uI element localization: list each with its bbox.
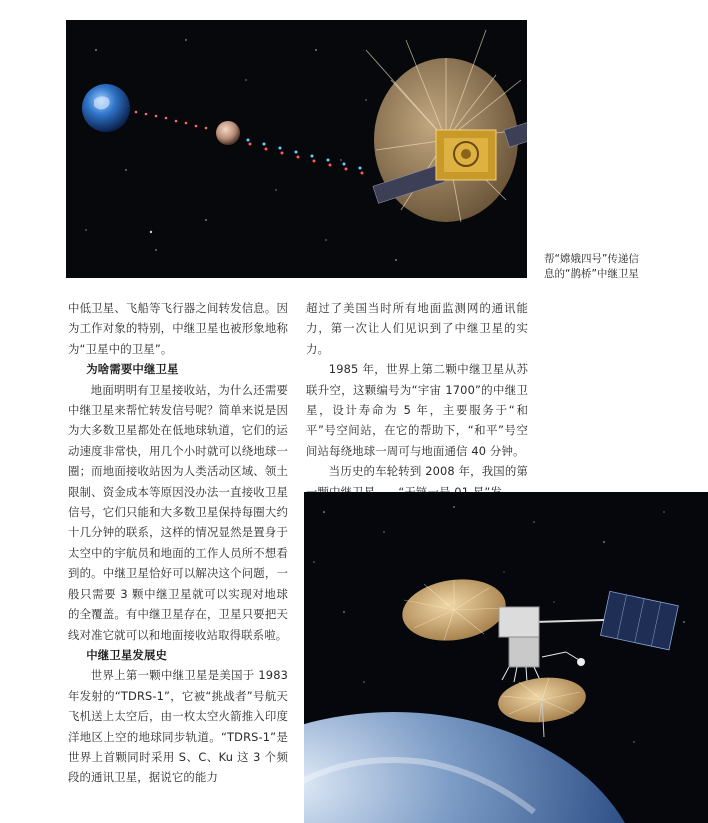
caption-line-2: 息的“鹊桥”中继卫星	[544, 268, 639, 280]
right-text-column	[306, 298, 528, 502]
section-heading-why-relay: 为啥需要中继卫星	[86, 362, 179, 377]
space-scene	[66, 20, 527, 278]
caption-line-1: 帮“嫦娥四号”传递信	[544, 253, 639, 265]
paragraph-intro: 中低卫星、飞船等飞行器之间转发信息。因为工作对象的特别，中继卫星也被形象地称为“卫星中的卫星”。	[68, 301, 288, 356]
moon	[216, 121, 240, 145]
figure-caption	[544, 252, 694, 282]
paragraph-why-relay: 地面明明有卫星接收站，为什么还需要中继卫星来帮忙转发信号呢？简单来说是因为大多数卫星都处在低地球轨道，它们的运动速度非常快，用几个小时就可以绕地球一圈；而地面接收站因为人类活动区域、领土限制、资金成本等原因没办法一直接收卫星信号，它们只能和大多数卫星保持每圈大约十几分钟的联系，这样的情况显然是置身于太空中的宇航员和地面的工作人员所不想看到的。中继卫星恰好可以解决这个问题，一般只需要 3 颗中继卫星就可以实现对地球的全覆盖。有中继卫星存在，卫星只要把天线对准它就可以和地面接收站取得联系啦。	[68, 382, 288, 642]
paragraph-history: 世界上第一颗中继卫星是美国于 1983 年发射的“TDRS-1”，它被“挑战者”号航天飞机送上太空后，由一枚太空火箭推入印度洋地区上空的地球同步轨道。“TDRS-1”是世界上首颗同时采用 S、C、Ku 这 3 个频段的通讯卫星，据说它的能力	[68, 668, 288, 785]
paragraph-continuation: 超过了美国当时所有地面监测网的通讯能力，第一次让人们见识到了中继卫星的实力。	[306, 301, 528, 356]
paragraph-tianlian: 当历史的车轮转到 2008 年，我国的第	[328, 464, 528, 479]
paragraph-cosmos-1700: 1985 年，世界上第二颗中继卫星从苏联升空，这颗编号为“宇宙 1700”的中继卫星，设计寿命为 5 年，主要服务于“和平”号空间站，在它的帮助下，“和平”号空间站每绕地球一周可与地面通信 40 分钟。	[306, 362, 528, 458]
left-text-column	[68, 298, 288, 788]
queqiao-satellite-illustration	[66, 20, 527, 278]
tdrs-scene	[304, 492, 708, 823]
tdrs-satellite-illustration	[304, 492, 708, 823]
section-heading-history: 中继卫星发展史	[86, 647, 168, 662]
